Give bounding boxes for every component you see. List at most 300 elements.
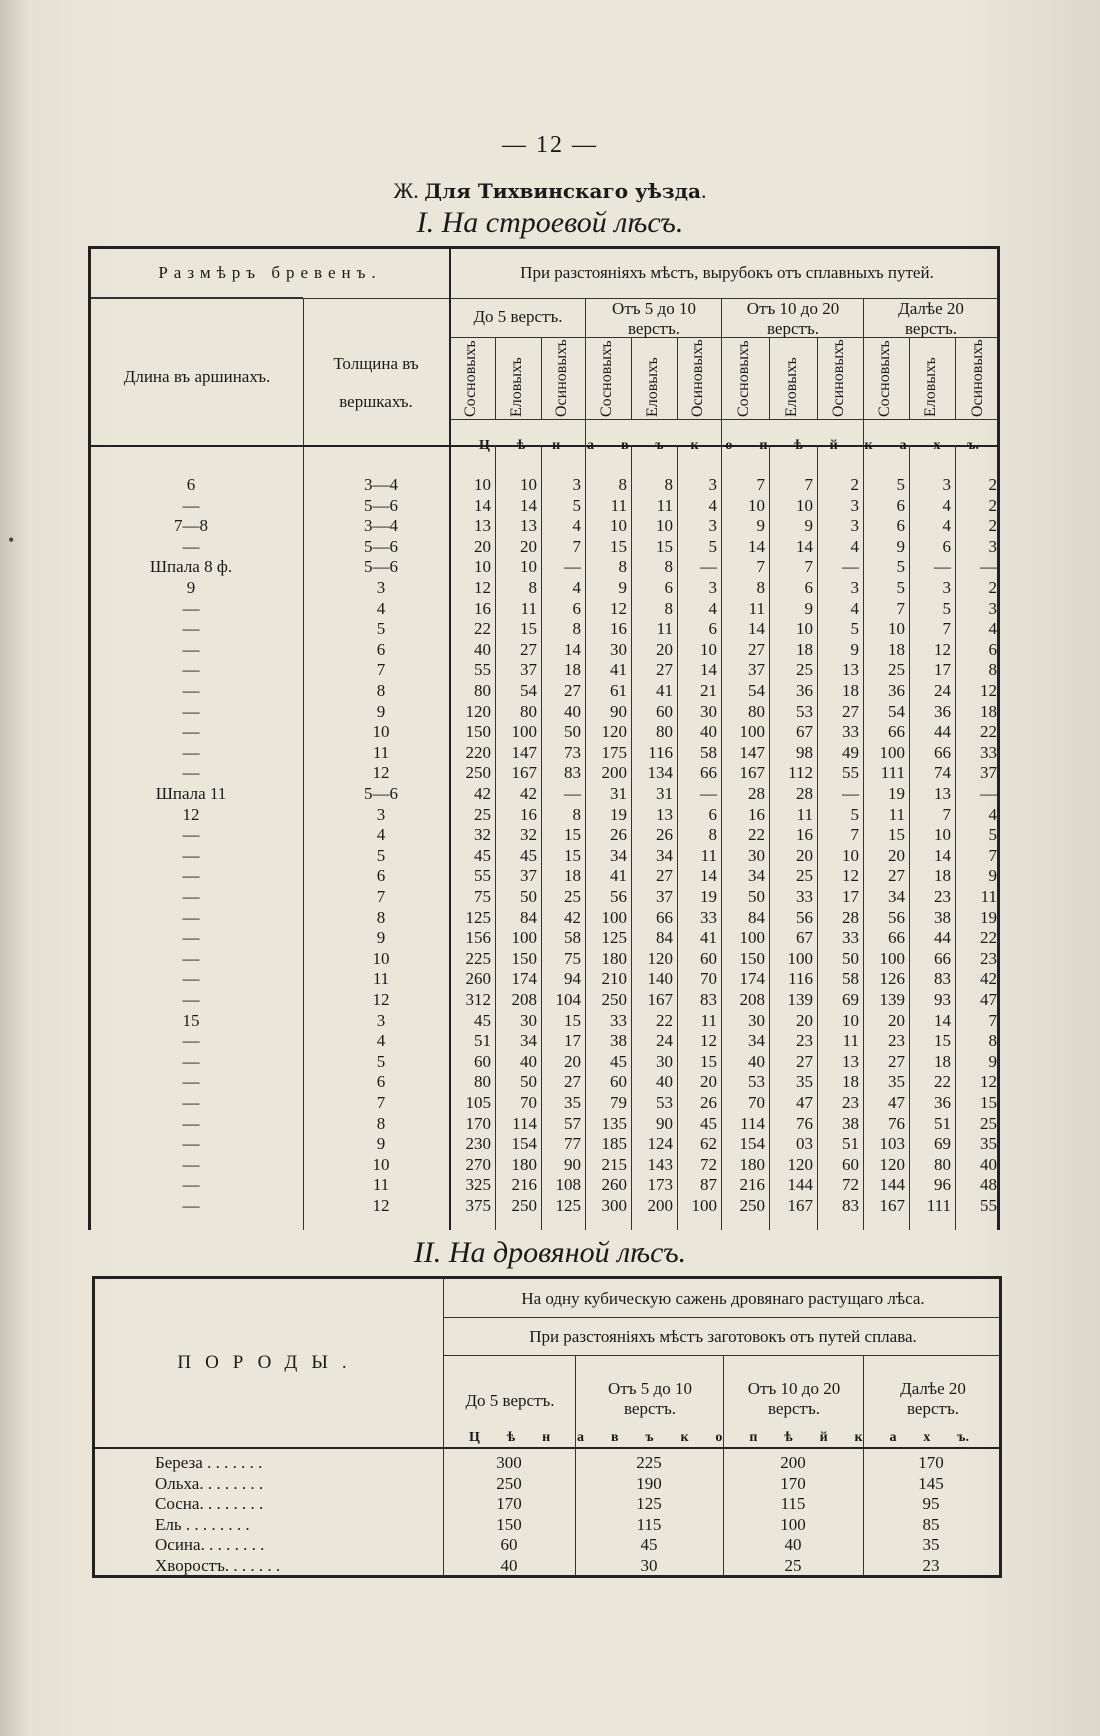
price-cell: 74 — [934, 763, 951, 783]
table-row — [91, 619, 1003, 639]
price-cell: 87 — [700, 1175, 717, 1195]
price-cell: 210 — [601, 969, 627, 989]
price-cell: 180 — [739, 1154, 765, 1174]
column-divider — [955, 337, 956, 419]
price-cell: 03 — [796, 1134, 813, 1154]
price-cell: 15 — [564, 825, 581, 845]
price-cell: 66 — [656, 907, 673, 927]
price-cell: 105 — [465, 1093, 491, 1112]
table-row — [91, 640, 1003, 660]
table-row — [91, 743, 1003, 763]
price-cell: 170 — [918, 1453, 944, 1472]
price-cell: 62 — [700, 1134, 717, 1154]
price-cell: 73 — [564, 742, 581, 762]
price-cell: 12 — [980, 1072, 997, 1092]
distance-header: При разстояніяхъ мѣстъ, вырубокъ отъ сплавныхъ путей. — [520, 263, 934, 282]
price-cell: 6 — [708, 804, 717, 824]
units-letter: п — [749, 1430, 758, 1445]
price-cell: 200 — [647, 1196, 673, 1215]
price-cell: 154 — [511, 1134, 537, 1154]
species-header-vertical: Осиновыхъ — [553, 339, 570, 417]
price-cell: 116 — [788, 969, 813, 989]
price-cell: 208 — [739, 990, 765, 1009]
price-cell: 145 — [918, 1473, 944, 1493]
price-cell: 100 — [601, 907, 627, 927]
price-cell: 11 — [700, 1010, 717, 1030]
price-cell: 72 — [842, 1175, 859, 1195]
price-cell: 34 — [748, 1031, 765, 1051]
price-cell: 270 — [465, 1154, 491, 1174]
price-cell: 36 — [796, 681, 813, 700]
table-row — [91, 887, 1003, 907]
table-row — [95, 1515, 999, 1535]
price-cell: 6 — [572, 598, 581, 618]
length-cell: — — [182, 536, 200, 556]
price-cell: 66 — [700, 763, 717, 783]
price-cell: 114 — [512, 1113, 537, 1133]
thickness-cell: 10 — [372, 722, 390, 742]
price-cell: 25 — [980, 1113, 997, 1133]
species-header-vertical: Еловыхъ — [783, 357, 800, 417]
price-cell: 76 — [888, 1113, 905, 1133]
price-cell: 98 — [796, 742, 813, 762]
price-cell: 48 — [980, 1175, 997, 1195]
price-cell: 38 — [842, 1113, 859, 1133]
length-cell: — — [182, 495, 200, 515]
thickness-cell: 9 — [376, 1134, 386, 1154]
price-cell: 83 — [934, 969, 951, 989]
price-cell: 31 — [610, 784, 627, 803]
price-cell: 20 — [796, 845, 813, 865]
price-cell: 18 — [980, 701, 997, 721]
units-letter: й — [819, 1430, 828, 1445]
thickness-cell: 9 — [376, 928, 386, 948]
price-cell: 15 — [520, 619, 537, 639]
column-divider — [769, 337, 770, 419]
price-cell: 27 — [656, 660, 673, 680]
price-cell: 4 — [942, 495, 951, 515]
table-row — [91, 1011, 1003, 1031]
price-cell: 120 — [465, 701, 491, 721]
price-cell: 7 — [804, 475, 813, 494]
table-row — [95, 1535, 999, 1555]
price-cell: 375 — [465, 1196, 491, 1215]
price-cell: 11 — [796, 804, 813, 824]
length-cell: — — [182, 660, 200, 680]
price-cell: 260 — [601, 1175, 627, 1195]
price-cell: 12 — [934, 639, 951, 659]
price-cell: 27 — [564, 681, 581, 700]
price-cell: 11 — [520, 598, 537, 618]
price-cell: 6 — [942, 536, 951, 556]
price-cell: 25 — [564, 887, 581, 906]
price-cell: 50 — [520, 1072, 537, 1092]
table-row — [91, 846, 1003, 866]
price-cell: 3 — [942, 475, 951, 494]
price-cell: 85 — [922, 1514, 940, 1534]
species-header-vertical: Еловыхъ — [644, 357, 661, 417]
header-divider — [443, 1317, 999, 1318]
price-cell: 147 — [739, 742, 765, 762]
price-cell: 66 — [888, 928, 905, 948]
price-cell: 16 — [474, 598, 491, 618]
price-cell: 14 — [748, 536, 765, 556]
table-row — [91, 1175, 1003, 1195]
price-cell: 14 — [564, 639, 581, 659]
units-letter: а — [587, 438, 595, 453]
price-cell: 325 — [465, 1175, 491, 1195]
thickness-cell: 3—4 — [364, 516, 398, 536]
firewood-price-table — [92, 1276, 1002, 1578]
price-cell: 6 — [896, 516, 905, 536]
price-cell: 104 — [555, 990, 581, 1009]
length-cell: — — [182, 701, 200, 721]
price-cell: 13 — [842, 1051, 859, 1071]
price-cell: 20 — [656, 639, 673, 659]
table-row — [95, 1556, 999, 1576]
price-cell: 40 — [980, 1154, 997, 1174]
column-divider — [495, 337, 496, 419]
price-cell: 40 — [700, 722, 717, 742]
price-cell: 125 — [555, 1196, 581, 1215]
table-row — [91, 784, 1003, 804]
price-cell: 61 — [610, 681, 627, 700]
thickness-cell: 9 — [376, 701, 386, 721]
units-letter: ѣ — [794, 438, 803, 453]
price-cell: 80 — [748, 701, 765, 721]
length-cell: Шпала 11 — [155, 784, 227, 803]
units-letter: п — [759, 438, 768, 453]
thickness-cell: 7 — [376, 1093, 386, 1112]
price-cell: 30 — [656, 1051, 673, 1071]
price-cell: 47 — [980, 990, 997, 1009]
units-letter: к — [854, 1430, 863, 1445]
price-cell: 100 — [879, 948, 905, 968]
price-cell: — — [564, 784, 581, 803]
price-cell: 72 — [700, 1154, 717, 1174]
price-cell: 84 — [748, 907, 765, 927]
price-cell: 23 — [922, 1555, 940, 1575]
units-letter: ъ — [645, 1430, 654, 1445]
table-row — [91, 969, 1003, 989]
price-cell: 8 — [618, 557, 627, 577]
price-cell: 13 — [656, 804, 673, 824]
price-cell: 3 — [708, 516, 717, 536]
price-cell: 53 — [748, 1072, 765, 1092]
price-cell: 90 — [610, 701, 627, 721]
part2-title: II. На дровяной лѣсъ. — [413, 1236, 687, 1269]
units-letter: х — [923, 1430, 931, 1445]
price-cell: 30 — [610, 639, 627, 659]
price-cell: 225 — [636, 1453, 662, 1472]
price-cell: 6 — [896, 495, 905, 515]
price-cell: 5 — [942, 598, 951, 618]
price-cell: 216 — [739, 1175, 765, 1195]
group2-header-1: До 5 верстъ. — [465, 1391, 555, 1410]
length-cell: — — [182, 845, 200, 865]
price-cell: 50 — [520, 887, 537, 906]
price-cell: 51 — [842, 1134, 859, 1154]
column-divider — [817, 337, 818, 419]
price-cell: 139 — [879, 990, 905, 1009]
binding-mark: • — [8, 530, 15, 550]
price-cell: 13 — [520, 516, 537, 536]
price-cell: 75 — [564, 948, 581, 968]
price-cell: 27 — [796, 1051, 813, 1071]
length-cell: — — [182, 907, 200, 927]
price-cell: 8 — [708, 825, 717, 845]
price-cell: 30 — [520, 1010, 537, 1030]
price-cell: 180 — [511, 1154, 537, 1174]
units-letter: ъ — [655, 438, 664, 453]
price-cell: 2 — [988, 578, 997, 597]
price-cell: — — [700, 557, 717, 577]
price-cell: 23 — [980, 948, 997, 968]
price-cell: 54 — [520, 681, 537, 700]
thickness-header: Толщина въ вершкахъ. — [333, 354, 419, 411]
length-cell: — — [182, 722, 200, 742]
thickness-cell: 11 — [372, 1175, 390, 1195]
price-cell: 33 — [610, 1010, 627, 1030]
group2-header-2: Отъ 5 до 10 верстъ. — [608, 1379, 692, 1418]
price-cell: 140 — [647, 969, 673, 989]
price-cell: 111 — [926, 1196, 951, 1215]
thickness-cell: 5—6 — [364, 784, 398, 803]
price-cell: 5 — [896, 557, 905, 577]
thickness-cell: 4 — [376, 598, 386, 618]
price-cell: 19 — [888, 784, 905, 803]
price-cell: 69 — [934, 1134, 951, 1154]
price-cell: 124 — [647, 1134, 673, 1154]
price-cell: 7 — [850, 825, 859, 845]
price-cell: 18 — [842, 1072, 859, 1092]
price-cell: 36 — [888, 681, 905, 700]
price-cell: 60 — [500, 1535, 518, 1554]
price-cell: 58 — [564, 928, 581, 948]
price-cell: 10 — [796, 495, 813, 515]
price-cell: 90 — [656, 1113, 673, 1133]
price-cell: 200 — [780, 1453, 806, 1472]
price-cell: 170 — [465, 1113, 491, 1133]
price-cell: 33 — [700, 907, 717, 927]
species-header-vertical: Еловыхъ — [922, 357, 939, 417]
price-cell: 173 — [647, 1175, 673, 1195]
price-cell: 40 — [500, 1555, 518, 1575]
thickness-cell: 4 — [376, 1031, 386, 1051]
price-cell: 9 — [850, 639, 859, 659]
length-cell: — — [182, 1175, 200, 1195]
units-letter: Ц — [469, 1430, 480, 1445]
price-cell: 126 — [879, 969, 905, 989]
price-cell: 216 — [511, 1175, 537, 1195]
price-cell: 10 — [474, 557, 491, 577]
units-letter: о — [725, 438, 733, 453]
price-cell: — — [842, 557, 859, 577]
units-letter: ѣ — [784, 1430, 793, 1445]
section-prefix: Ж. — [393, 178, 419, 203]
price-cell: 22 — [934, 1072, 951, 1092]
price-cell: 34 — [748, 866, 765, 886]
price-cell: 22 — [656, 1010, 673, 1030]
table-row — [91, 805, 1003, 825]
price-cell: 41 — [610, 866, 627, 886]
thickness-cell: 7 — [376, 660, 386, 680]
price-cell: 3 — [988, 598, 997, 618]
price-cell: 44 — [934, 722, 951, 742]
price-cell: 40 — [748, 1051, 765, 1071]
price-cell: 27 — [888, 866, 905, 886]
units-letter: х — [933, 438, 941, 453]
price-cell: 18 — [796, 639, 813, 659]
price-cell: 7 — [756, 557, 765, 577]
price-cell: 180 — [601, 948, 627, 968]
price-cell: 108 — [555, 1175, 581, 1195]
price-cell: 10 — [700, 639, 717, 659]
price-cell: 27 — [842, 701, 859, 721]
price-cell: 9 — [988, 866, 997, 886]
price-cell: 3 — [708, 475, 717, 494]
price-cell: 27 — [748, 639, 765, 659]
price-cell: 45 — [700, 1113, 717, 1133]
price-cell: 40 — [784, 1535, 802, 1554]
price-cell: 250 — [496, 1473, 522, 1493]
price-cell: 14 — [934, 1010, 951, 1030]
price-cell: 3 — [988, 536, 997, 556]
price-cell: 19 — [980, 907, 997, 927]
column-divider — [631, 337, 632, 419]
price-cell: 120 — [787, 1154, 813, 1174]
price-cell: 11 — [748, 598, 765, 618]
price-cell: 66 — [934, 948, 951, 968]
price-cell: 76 — [796, 1113, 813, 1133]
section-suffix: . — [700, 178, 707, 203]
table-row — [91, 578, 1003, 598]
length-cell: — — [182, 1093, 200, 1112]
price-cell: 4 — [850, 598, 859, 618]
price-cell: 11 — [656, 495, 673, 515]
price-cell: 167 — [879, 1196, 905, 1215]
price-cell: 45 — [474, 845, 491, 865]
price-cell: 18 — [842, 681, 859, 700]
price-cell: 20 — [474, 536, 491, 556]
price-cell: 18 — [888, 639, 905, 659]
price-cell: 312 — [465, 990, 491, 1009]
price-cell: 150 — [739, 948, 765, 968]
length-cell: — — [182, 1134, 200, 1154]
species-header-vertical: Осиновыхъ — [689, 339, 706, 417]
price-cell: 80 — [520, 701, 537, 721]
price-cell: — — [700, 784, 717, 803]
price-cell: 3 — [942, 578, 951, 597]
price-cell: 35 — [564, 1093, 581, 1112]
price-cell: 112 — [788, 763, 813, 783]
price-cell: 250 — [601, 990, 627, 1009]
price-cell: 23 — [842, 1093, 859, 1112]
price-cell: 12 — [474, 578, 491, 597]
price-cell: 8 — [664, 475, 673, 494]
price-cell: 4 — [988, 804, 997, 824]
thickness-cell: 10 — [372, 1154, 390, 1174]
price-cell: 45 — [520, 845, 537, 865]
price-cell: 135 — [601, 1113, 627, 1133]
price-cell: 2 — [988, 475, 997, 494]
length-cell: — — [182, 887, 200, 906]
price-cell: 54 — [888, 701, 905, 721]
price-cell: 30 — [640, 1555, 658, 1575]
price-cell: 147 — [511, 742, 537, 762]
price-cell: 170 — [496, 1494, 522, 1513]
price-cell: 25 — [784, 1555, 802, 1575]
price-cell: 185 — [601, 1134, 627, 1154]
price-cell: 28 — [842, 907, 859, 927]
price-cell: 100 — [787, 948, 813, 968]
table-row — [91, 681, 1003, 701]
price-cell: 7 — [942, 804, 951, 824]
price-cell: 66 — [934, 742, 951, 762]
price-cell: 8 — [528, 578, 537, 597]
units-letter: й — [829, 438, 838, 453]
price-cell: 93 — [934, 990, 951, 1009]
length-cell: — — [182, 1113, 200, 1133]
price-cell: 28 — [796, 784, 813, 803]
price-cell: 12 — [842, 866, 859, 886]
table-row — [91, 949, 1003, 969]
price-cell: 33 — [842, 722, 859, 742]
price-cell: 14 — [934, 845, 951, 865]
price-cell: 9 — [618, 578, 627, 597]
price-cell: 30 — [748, 845, 765, 865]
price-cell: 32 — [474, 825, 491, 845]
price-cell: 18 — [934, 1051, 951, 1071]
price-cell: 100 — [691, 1196, 717, 1215]
price-cell: 51 — [934, 1113, 951, 1133]
length-cell: — — [182, 742, 200, 762]
price-cell: 167 — [647, 990, 673, 1009]
length-cell: — — [182, 619, 200, 639]
price-cell: 20 — [520, 536, 537, 556]
price-cell: 20 — [888, 1010, 905, 1030]
length-cell: 9 — [186, 578, 196, 597]
units-letter: ъ. — [957, 1430, 969, 1445]
price-cell: 34 — [610, 845, 627, 865]
price-cell: 34 — [888, 887, 905, 906]
length-cell: — — [182, 598, 200, 618]
price-cell: 9 — [804, 516, 813, 536]
column-divider — [541, 337, 542, 419]
thickness-cell: 3 — [376, 578, 386, 597]
price-cell: 27 — [656, 866, 673, 886]
price-cell: 95 — [922, 1494, 940, 1513]
units-letter: ъ. — [967, 438, 979, 453]
price-cell: 230 — [465, 1134, 491, 1154]
price-cell: 15 — [564, 845, 581, 865]
price-cell: 6 — [708, 619, 717, 639]
column-divider — [677, 337, 678, 419]
price-cell: 35 — [888, 1072, 905, 1092]
page-number: — 12 — — [502, 132, 598, 158]
price-cell: 10 — [474, 475, 491, 494]
price-cell: 16 — [748, 804, 765, 824]
thickness-cell: 3 — [376, 804, 386, 824]
price-cell: 58 — [700, 742, 717, 762]
price-cell: — — [980, 784, 997, 803]
price-cell: 167 — [739, 763, 765, 783]
species-header-vertical: Сосновыхъ — [876, 340, 893, 417]
price-cell: 45 — [610, 1051, 627, 1071]
price-cell: 150 — [465, 722, 491, 742]
timber-price-table — [88, 246, 1000, 1230]
group-header-3: Отъ 10 до 20 верстъ. — [746, 299, 840, 338]
